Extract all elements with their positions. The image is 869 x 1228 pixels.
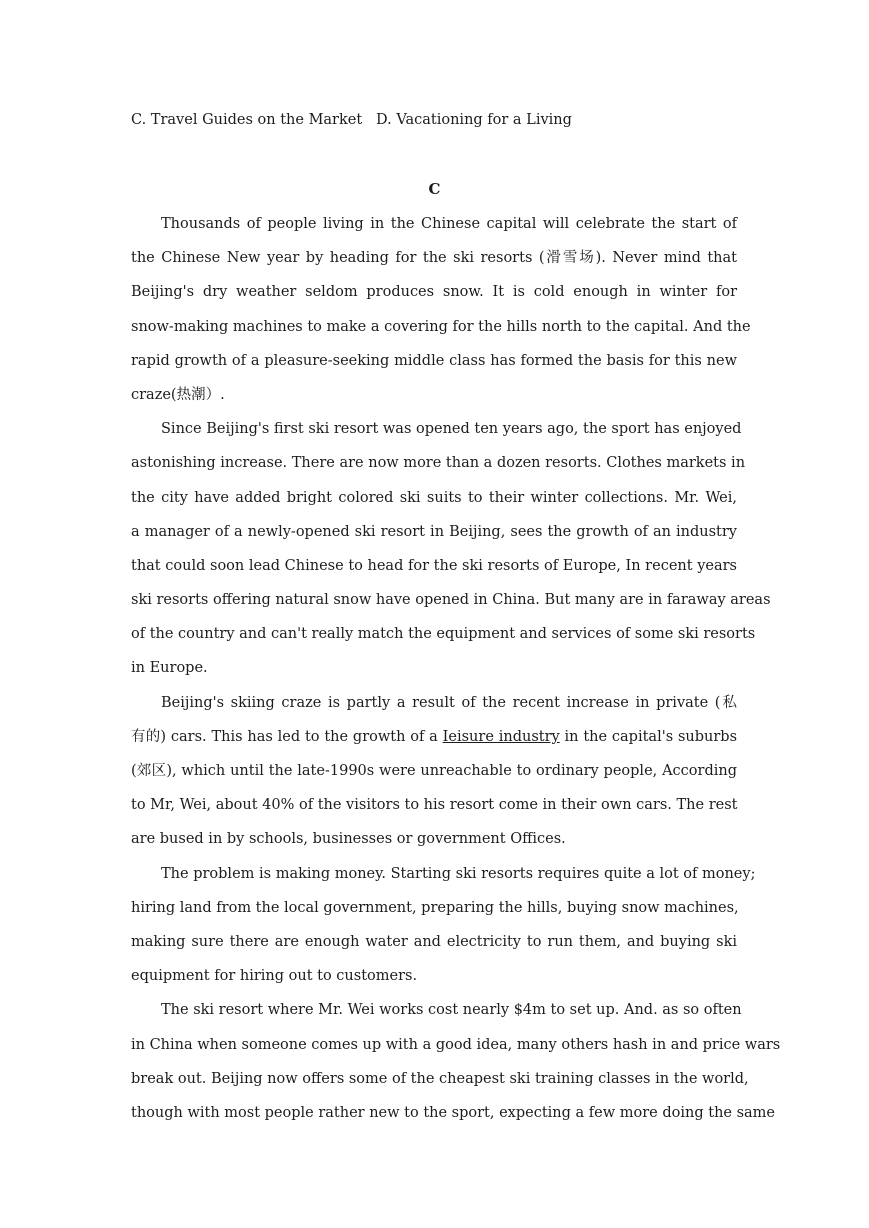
text-line: snow-making machines to make a covering for the hills north to the capital. And the xyxy=(131,318,751,335)
text-line: of the country and can't really match the equipment and services of some ski resorts xyxy=(131,626,756,643)
text-line: are bused in by schools, businesses or government Offices. xyxy=(131,831,566,848)
text-line: to Mr, Wei, about 40% of the visitors to his resort come in their own cars. The rest xyxy=(131,797,738,814)
text-segment: in the capital's suburbs xyxy=(559,728,738,745)
text-line: though with most people rather new to the sport, expecting a few more doing the same xyxy=(131,1104,776,1121)
option-c: C. Travel Guides on the Market xyxy=(131,112,363,128)
text-line: Beijing's skiing craze is partly a result of the recent increase in private (私 xyxy=(161,694,737,711)
text-line: break out. Beijing now offers some of the cheapest ski training classes in the world, xyxy=(131,1070,749,1087)
text-line: hiring land from the local government, preparing the hills, buying snow machines, xyxy=(131,899,739,916)
paragraph-4 xyxy=(131,857,756,994)
text-line: The problem is making money. Starting ski resorts requires quite a lot of money; xyxy=(161,865,756,882)
paragraph-5 xyxy=(131,993,781,1130)
paragraph-2 xyxy=(131,412,771,686)
text-segment: 有的) cars. This has led to the growth of a xyxy=(131,728,443,745)
underlined-phrase: Ieisure industry xyxy=(442,728,560,745)
text-line: astonishing increase. There are now more than a dozen resorts. Clothes markets in xyxy=(131,455,746,472)
text-line: The ski resort where Mr. Wei works cost nearly $4m to set up. And. as so often xyxy=(161,1002,742,1019)
answer-options-line xyxy=(131,112,572,128)
text-line: making sure there are enough water and electricity to run them, and buying ski xyxy=(131,933,737,950)
text-line: a manager of a newly-opened ski resort in Beijing, sees the growth of an industry xyxy=(131,523,737,540)
paragraph-3 xyxy=(131,686,737,857)
text-line: (郊区), which until the late-1990s were unreachable to ordinary people, According xyxy=(131,763,737,779)
text-line: Since Beijing's first ski resort was opened ten years ago, the sport has enjoyed xyxy=(161,421,742,438)
option-d: D. Vacationing for a Living xyxy=(376,112,572,128)
section-heading: C xyxy=(428,180,441,198)
text-line: in Europe. xyxy=(131,660,208,677)
text-line: Thousands of people living in the Chinese capital will celebrate the start of xyxy=(161,216,737,232)
text-line: craze(热潮）. xyxy=(131,386,225,403)
text-line xyxy=(131,720,737,754)
text-line: that could soon lead Chinese to head for the ski resorts of Europe, In recent years xyxy=(131,557,737,574)
paragraph-1 xyxy=(131,207,751,412)
text-line: the city have added bright colored ski suits to their winter collections. Mr. Wei, xyxy=(131,489,737,506)
text-line: ski resorts offering natural snow have opened in China. But many are in faraway areas xyxy=(131,592,771,609)
text-line: equipment for hiring out to customers. xyxy=(131,968,418,985)
passage-body xyxy=(131,207,781,1130)
text-line: the Chinese New year by heading for the ski resorts (滑雪场). Never mind that xyxy=(131,250,737,267)
text-line: in China when someone comes up with a good idea, many others hash in and price wars xyxy=(131,1036,781,1053)
text-line: Beijing's dry weather seldom produces snow. It is cold enough in winter for xyxy=(131,284,737,301)
text-line: rapid growth of a pleasure-seeking middle class has formed the basis for this new xyxy=(131,352,737,369)
